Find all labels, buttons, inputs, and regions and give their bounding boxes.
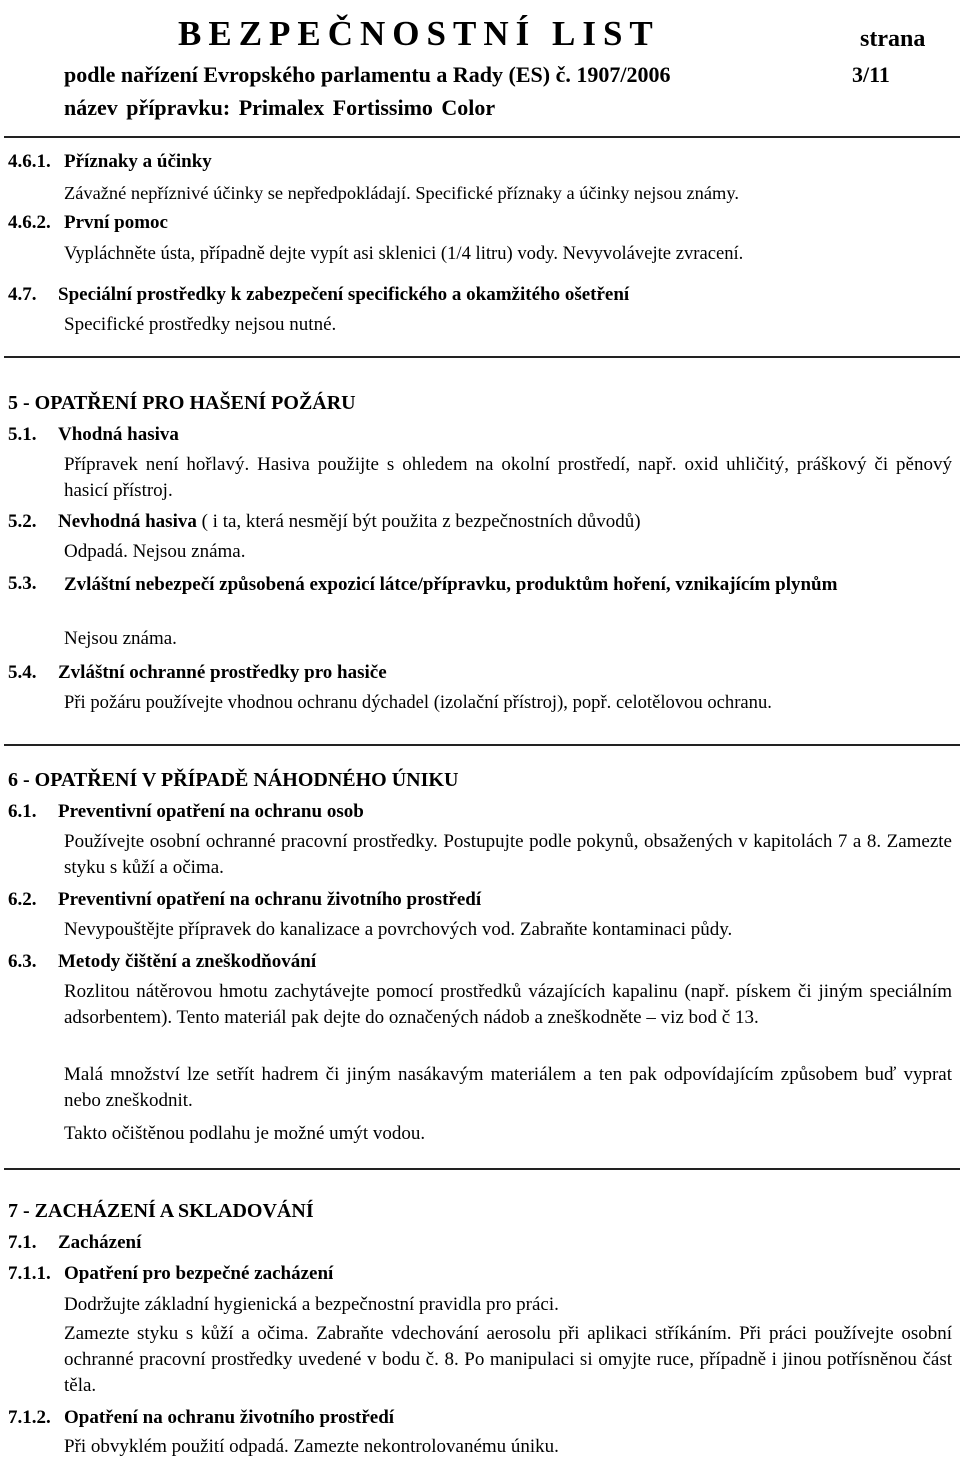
paragraph: Přípravek není hořlavý. Hasiva použijte s ohledem na okolní prostředí, např. oxid uhličitý, práškový či pěnový hasicí přístroj. (64, 454, 952, 501)
subsection-heading: Preventivní opatření na ochranu životního prostředí (58, 889, 482, 910)
item-number: 5.4. (8, 662, 37, 683)
product-name: Primalex Fortissimo Color (238, 95, 496, 120)
subsection-heading: Příznaky a účinky (64, 151, 212, 172)
subsection-heading: Opatření pro bezpečné zacházení (64, 1263, 334, 1284)
paragraph: Nevypouštějte přípravek do kanalizace a povrchových vod. Zabraňte kontaminaci půdy. (64, 919, 733, 940)
section-divider (4, 1168, 960, 1170)
subsection-heading: Speciální prostředky k zabezpečení specifického a okamžitého ošetření (58, 284, 630, 305)
paragraph: Při obvyklém použití odpadá. Zamezte nekontrolovanému úniku. (64, 1436, 559, 1457)
paragraph: Rozlitou nátěrovou hmotu zachytávejte pomocí prostředků vázajících kapalinu (např. pískem či jiným speciálním adsorbentem). Tento materiál pak dejte do označených nádob a zneškodněte – viz bod č 13. (64, 981, 952, 1028)
item-number: 5.1. (8, 424, 37, 445)
subsection-heading: Preventivní opatření na ochranu osob (58, 801, 364, 822)
item-number: 7.1.2. (8, 1407, 51, 1428)
item-number: 4.6.1. (8, 151, 51, 172)
paragraph: Nejsou známa. (64, 628, 177, 649)
paragraph: Specifické prostředky nejsou nutné. (64, 314, 337, 335)
paragraph: Závažné nepříznivé účinky se nepředpokládají. Specifické příznaky a účinky nejsou známy. (64, 183, 739, 203)
subsection-heading: Zacházení (58, 1232, 142, 1253)
subsection-heading: Zvláštní nebezpečí způsobená expozicí látce/přípravku, produktům hoření, vznikajícím plynům (64, 574, 838, 595)
header-divider (4, 136, 960, 138)
subsection-heading: Metody čištění a zneškodňování (58, 951, 317, 972)
section-title: 7 - ZACHÁZENÍ A SKLADOVÁNÍ (8, 1200, 314, 1222)
paragraph: Zamezte styku s kůží a očima. Zabraňte vdechování aerosolu při aplikaci stříkáním. Při práci používejte osobní ochranné pracovní prostředky uvedené v bodu č. 8. Po manipulaci si omyjte ruce, případně i jinou potřísněnou část těla. (64, 1323, 952, 1396)
subsection-heading: První pomoc (64, 212, 168, 233)
paragraph: Odpadá. Nejsou známa. (64, 541, 246, 562)
section-title: 5 - OPATŘENÍ PRO HAŠENÍ POŽÁRU (8, 392, 356, 414)
item-number: 7.1. (8, 1232, 37, 1253)
paragraph: Vypláchněte ústa, případně dejte vypít asi sklenici (1/4 litru) vody. Nevyvolávejte zvracení. (64, 243, 744, 264)
paragraph: Takto očištěnou podlahu je možné umýt vodou. (64, 1123, 426, 1144)
page-label: strana (860, 26, 926, 52)
item-number: 6.3. (8, 951, 37, 972)
regulation-reference: podle nařízení Evropského parlamentu a Rady (ES) č. 1907/2006 (64, 62, 671, 87)
paragraph: Dodržujte základní hygienická a bezpečnostní pravidla pro práci. (64, 1294, 559, 1315)
section-divider (4, 744, 960, 746)
document-title: BEZPEČNOSTNÍ LIST (178, 14, 660, 53)
item-number: 7.1.1. (8, 1263, 51, 1284)
subsection-heading: Opatření na ochranu životního prostředí (64, 1407, 395, 1428)
item-number: 6.2. (8, 889, 37, 910)
product-line (64, 95, 495, 121)
paragraph: Používejte osobní ochranné pracovní prostředky. Postupujte podle pokynů, obsažených v kapitolách 7 a 8. Zamezte styku s kůží a očima. (64, 831, 952, 878)
section-title: 6 - OPATŘENÍ V PŘÍPADĚ NÁHODNÉHO ÚNIKU (8, 769, 459, 791)
heading-note: ( i ta, která nesmějí být použita z bezpečnostních důvodů) (196, 511, 641, 532)
item-number: 4.7. (8, 284, 37, 305)
item-number: 5.3. (8, 573, 37, 594)
item-number: 4.6.2. (8, 212, 51, 233)
subsection-heading (58, 510, 641, 534)
product-label: název přípravku: (64, 95, 231, 120)
item-number: 5.2. (8, 511, 37, 532)
document-header (0, 0, 960, 140)
paragraph: Při požáru používejte vhodnou ochranu dýchadel (izolační přístroj), popř. celotělovou ochranu. (64, 692, 772, 713)
paragraph: Malá množství lze setřít hadrem či jiným nasákavým materiálem a ten pak odpovídajícím způsobem buď vyprat nebo zneškodnit. (64, 1064, 952, 1111)
section-divider (4, 356, 960, 358)
page-number: 3/11 (852, 62, 890, 87)
item-number: 6.1. (8, 801, 37, 822)
subsection-heading: Vhodná hasiva (58, 424, 179, 445)
heading-text: Nevhodná hasiva (58, 511, 197, 532)
subsection-heading: Zvláštní ochranné prostředky pro hasiče (58, 662, 387, 683)
